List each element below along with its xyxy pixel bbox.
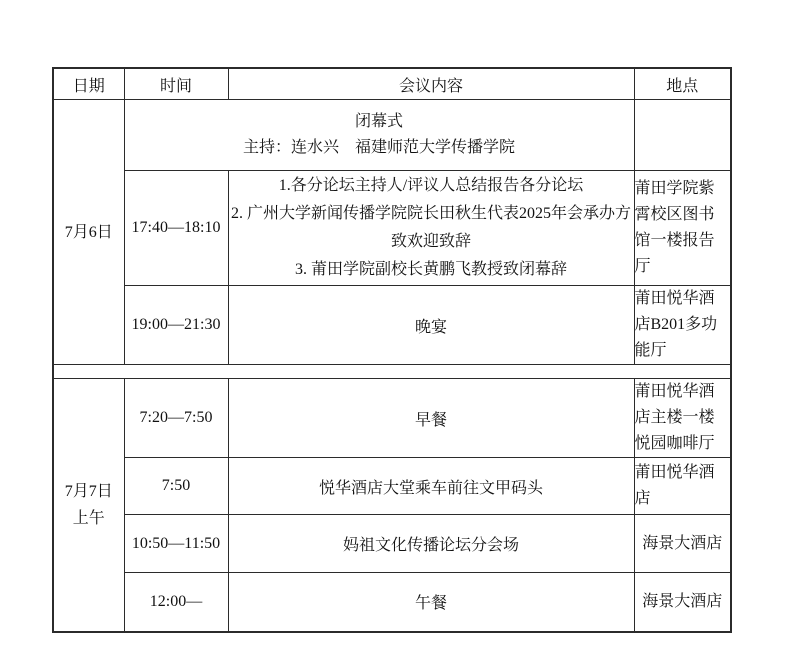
separator-row bbox=[53, 365, 731, 379]
location-cell: 莆田学院紫霄校区图书馆一楼报告厅 bbox=[634, 171, 731, 286]
header-content: 会议内容 bbox=[228, 68, 634, 100]
location-cell: 莆田悦华酒店 bbox=[634, 458, 731, 515]
bus-row bbox=[53, 458, 731, 515]
content-list-cell bbox=[228, 171, 634, 286]
lunch-row bbox=[53, 573, 731, 632]
time-cell: 19:00—21:30 bbox=[124, 286, 228, 365]
dinner-row bbox=[53, 286, 731, 365]
header-location: 地点 bbox=[634, 68, 731, 100]
time-cell: 10:50—11:50 bbox=[124, 515, 228, 573]
date-line-2: 上午 bbox=[72, 509, 105, 527]
table-header-row bbox=[53, 68, 731, 100]
time-cell: 12:00— bbox=[124, 573, 228, 632]
closing-host: 主持：连水兴 福建师范大学传播学院 bbox=[242, 139, 515, 156]
location-cell-empty bbox=[634, 100, 731, 171]
report-row bbox=[53, 171, 731, 286]
content-item-3: 3. 莆田学院副校长黄鹏飞教授致闭幕辞 bbox=[294, 261, 567, 278]
date-cell-july6: 7月6日 bbox=[53, 100, 124, 365]
time-cell: 7:20—7:50 bbox=[124, 379, 228, 458]
breakfast-row bbox=[53, 379, 731, 458]
date-cell-july7 bbox=[53, 379, 124, 632]
closing-ceremony-cell bbox=[124, 100, 634, 171]
content-cell: 午餐 bbox=[228, 573, 634, 632]
location-cell: 海景大酒店 bbox=[634, 515, 731, 573]
location-cell: 莆田悦华酒店B201多功能厅 bbox=[634, 286, 731, 365]
location-cell: 莆田悦华酒店主楼一楼悦园咖啡厅 bbox=[634, 379, 731, 458]
content-cell: 妈祖文化传播论坛分会场 bbox=[228, 515, 634, 573]
forum-row bbox=[53, 515, 731, 573]
separator-cell bbox=[53, 365, 731, 379]
date-line-1: 7月7日 bbox=[64, 482, 113, 500]
header-time: 时间 bbox=[124, 68, 228, 100]
closing-ceremony-row bbox=[53, 100, 731, 171]
closing-title: 闭幕式 bbox=[354, 113, 403, 130]
content-item-1: 1.各分论坛主持人/评议人总结报告各分论坛 bbox=[278, 177, 584, 194]
conference-agenda-table bbox=[52, 67, 732, 633]
content-cell: 晚宴 bbox=[228, 286, 634, 365]
location-cell: 海景大酒店 bbox=[634, 573, 731, 632]
content-cell: 悦华酒店大堂乘车前往文甲码头 bbox=[228, 458, 634, 515]
time-cell: 17:40—18:10 bbox=[124, 171, 228, 286]
time-cell: 7:50 bbox=[124, 458, 228, 515]
content-cell: 早餐 bbox=[228, 379, 634, 458]
content-item-2: 2. 广州大学新闻传播学院院长田秋生代表2025年会承办方致欢迎致辞 bbox=[230, 205, 631, 250]
header-date: 日期 bbox=[53, 68, 124, 100]
